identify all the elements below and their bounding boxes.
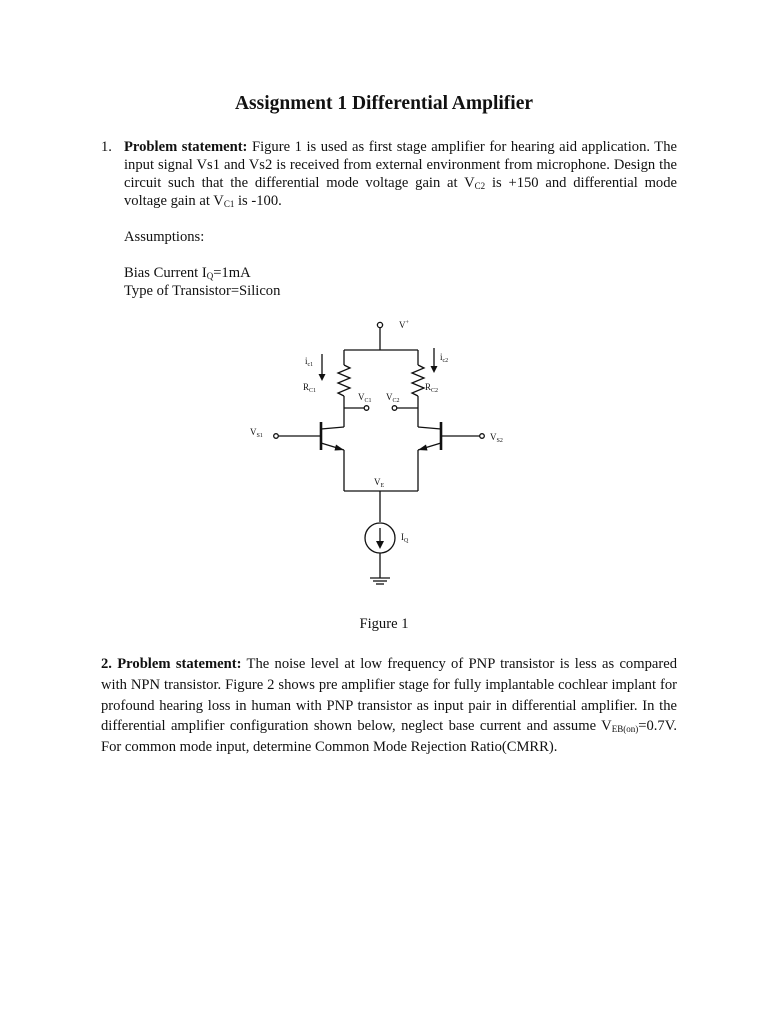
problem1-paragraph	[124, 138, 677, 210]
vplus-label: V+	[399, 320, 409, 330]
problem1-text-c: is -100.	[234, 193, 282, 209]
rc1-label: $R_{C1}$	[303, 382, 317, 394]
problem1-text-b: is +150 and differential mode voltage gain at V	[124, 175, 677, 209]
iq-label: $I_Q$	[401, 532, 409, 544]
problem1-text-a: Figure 1 is used as first stage amplifier for hearing aid application. The input signal Vs1 and Vs2 is received from external environment from microphone. Design the circuit such that the differential mode voltage gain at V	[124, 139, 677, 191]
vs1-label: $V_{S1}$	[250, 427, 263, 439]
ic1-label: $i_{c1}$	[305, 356, 314, 368]
vc2-label: $V_{C2}$	[386, 392, 400, 404]
vs2-terminal	[480, 434, 485, 439]
assumptions-label: Assumptions:	[124, 229, 205, 245]
problem2-paragraph	[101, 654, 677, 758]
transistor-type-line: Type of Transistor=Silicon	[124, 283, 281, 299]
problem1-number: 1.	[101, 139, 112, 155]
problem2-text-b: =0.7V. For common mode input, determine Common Mode Rejection Ratio(CMRR).	[101, 718, 677, 756]
page-title: Assignment 1 Differential Amplifier	[234, 93, 534, 114]
figure1-caption: Figure 1	[359, 616, 409, 632]
q2-transistor	[418, 422, 441, 491]
ic2-label: $i_{c2}$	[440, 352, 449, 364]
problem2-text-a: The noise level at low frequency of PNP transistor is less as compared with NPN transistor. Figure 2 shows pre amplifier stage for fully implantable cochlear implant for profound hearing loss in human with PNP transistor as input pair in differential amplifier. In the differential amplifier configuration shown below, neglect base current and assume V	[101, 656, 677, 735]
vs2-label: $V_{S2}$	[490, 432, 503, 444]
rc1-resistor	[338, 365, 350, 396]
problem2-heading: 2. Problem statement:	[101, 656, 242, 672]
vc1-label: $V_{C1}$	[358, 392, 372, 404]
problem1-sub-b: C1	[223, 199, 235, 209]
vc2-terminal	[392, 406, 397, 411]
bias-current-line	[124, 264, 251, 282]
q1-transistor	[321, 422, 344, 491]
bias-sub: Q	[206, 271, 214, 281]
bias-text-a: Bias Current I	[124, 265, 207, 281]
rc2-label: $R_{C2}$	[425, 382, 439, 394]
figure1-circuit-diagram	[240, 310, 530, 600]
rc2-resistor	[412, 365, 424, 396]
problem2-sub: EB(on)	[611, 724, 639, 735]
problem1-heading: Problem statement:	[124, 139, 248, 155]
vplus-terminal	[377, 322, 382, 327]
vs1-terminal	[274, 434, 279, 439]
ve-label: $V_E$	[374, 477, 385, 489]
ground-symbol	[370, 578, 390, 584]
vc1-terminal	[364, 406, 369, 411]
problem1-sub-a: C2	[474, 181, 486, 191]
bias-text-b: =1mA	[213, 265, 251, 281]
